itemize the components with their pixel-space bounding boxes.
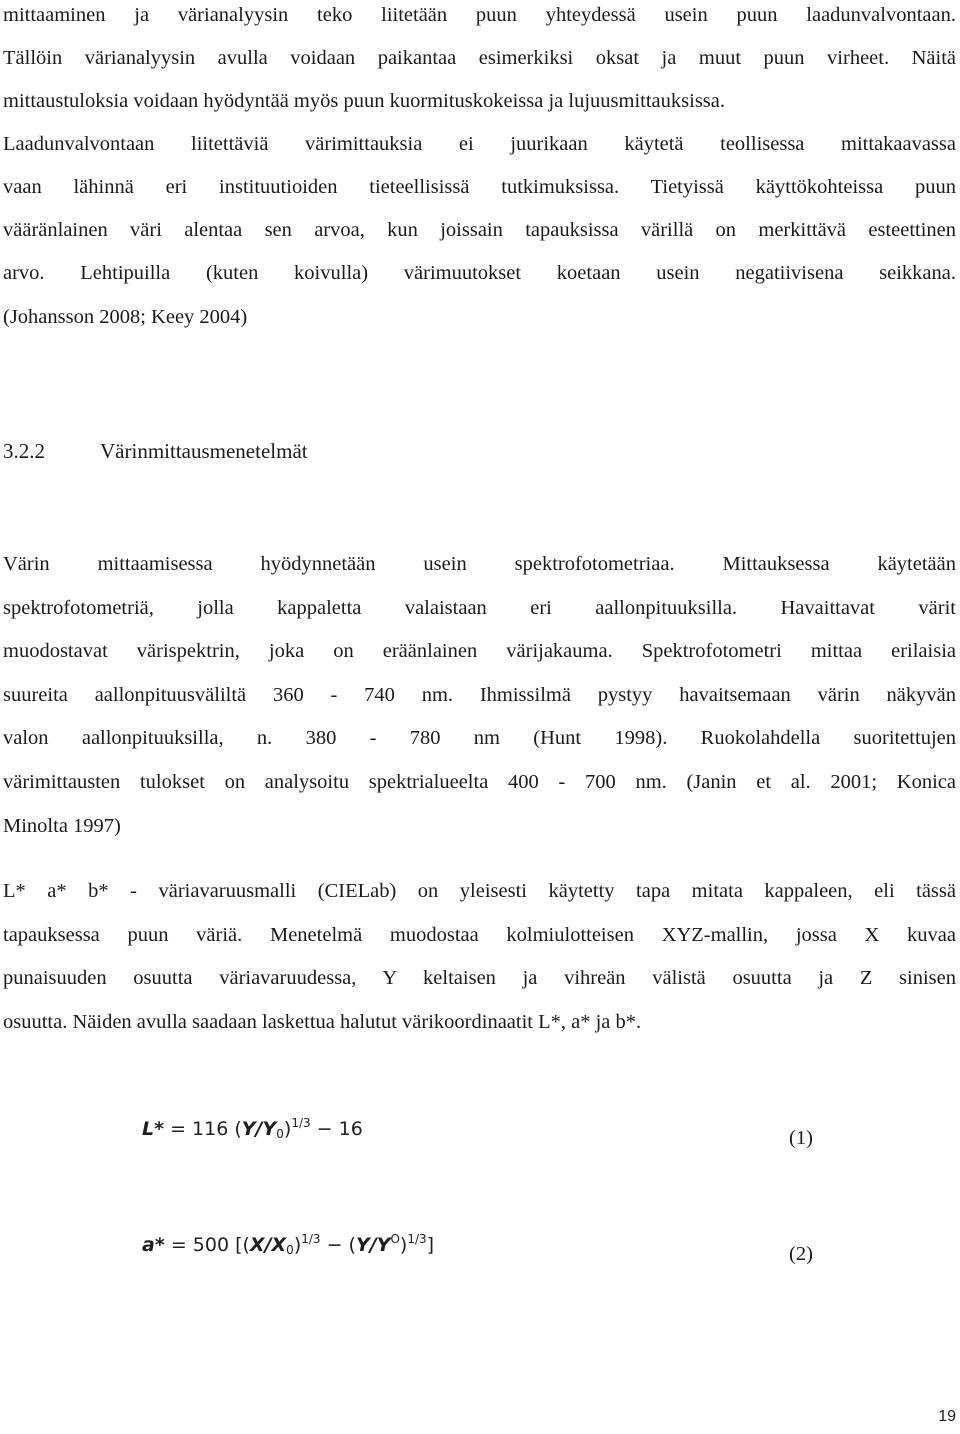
paragraph-3-line-3: punaisuuden osuutta väriavaruudessa, Y keltaisen ja vihreän välistä osuutta ja Z sinisen (3, 967, 956, 989)
paragraph-1-line-3: mittaustuloksia voidaan hyödyntää myös puun kuormituskokeissa ja lujuusmittauksissa. (3, 90, 725, 112)
equation-2-exp-a: 1/3 (301, 1232, 321, 1246)
section-number: 3.2.2 (3, 439, 45, 463)
paragraph-1-line-4: Laadunvalvontaan liitettäviä värimittauksia ei juurikaan käytetä teollisessa mittakaavassa (3, 133, 956, 155)
paragraph-2-line-7: Minolta 1997) (3, 815, 121, 837)
equation-2-var-a0: X (271, 1234, 287, 1256)
equation-2-minus: − ( (320, 1234, 356, 1256)
paragraph-2-line-1: Värin mittaamisessa hyödynnetään usein spektrofotometriaa. Mittauksessa käytetään (3, 553, 956, 575)
paragraph-1-line-1: mittaaminen ja värianalyysin teko liitetään puun yhteydessä usein puun laadunvalvontaan. (3, 4, 956, 26)
paragraph-3-line-1: L* a* b* - väriavaruusmalli (CIELab) on yleisesti käytetty tapa mitata kappaleen, eli tässä (3, 880, 956, 902)
equation-2-prefix: = 500 [( (170, 1234, 250, 1256)
paragraph-1-line-6: vääränlainen väri alentaa sen arvoa, kun joissain tapauksissa värillä on merkittävä esteettinen (3, 219, 956, 241)
equation-2-close-a: ) (293, 1234, 302, 1256)
equation-2 (142, 1224, 434, 1265)
equation-2-var-b0: Y (376, 1234, 391, 1256)
section-title: Värinmittausmenetelmät (100, 439, 308, 463)
equation-1-exp: 1/3 (291, 1116, 311, 1130)
equation-2-exp-b: 1/3 (407, 1232, 427, 1246)
equation-1-lhs: L* (142, 1118, 165, 1140)
equation-2-label: (2) (789, 1243, 813, 1265)
equation-2-close-b: ) (399, 1234, 408, 1256)
paragraph-2-line-6: värimittausten tulokset on analysoitu spektrialueelta 400 - 700 nm. (Janin et al. 2001; Konica (3, 771, 956, 793)
paragraph-1-line-7: arvo. Lehtipuilla (kuten koivulla) värimuutokset koetaan usein negatiivisena seikkana. (3, 262, 956, 284)
paragraph-2-line-4: suureita aallonpituusväliltä 360 - 740 nm. Ihmissilmä pystyy havaitsemaan värin näkyvän (3, 684, 956, 706)
equation-2-var-b: Y (355, 1234, 370, 1256)
equation-2-slash-a: / (264, 1234, 272, 1256)
equation-1-tail: − 16 (310, 1118, 363, 1140)
equation-1 (142, 1108, 363, 1149)
section-heading (3, 436, 308, 466)
paragraph-2-line-5: valon aallonpituuksilla, n. 380 - 780 nm (Hunt 1998). Ruokolahdella suoritettujen (3, 727, 956, 749)
equation-1-label: (1) (789, 1127, 813, 1149)
paragraph-1-line-8: (Johansson 2008; Keey 2004) (3, 306, 248, 328)
page-number: 19 (938, 1408, 956, 1425)
paragraph-1-line-5: vaan lähinnä eri instituutioiden tieteellisissä tutkimuksissa. Tietyissä käyttökohteissa puun (3, 176, 956, 198)
equation-1-var0: Y (262, 1118, 277, 1140)
equation-2-sub-a0: 0 (286, 1243, 294, 1257)
equation-1-slash: / (255, 1118, 263, 1140)
equation-2-lhs: a* (142, 1234, 165, 1256)
paragraph-3-line-4: osuutta. Näiden avulla saadaan laskettua halutut värikoordinaatit L*, a* ja b*. (3, 1011, 642, 1033)
equation-2-sup-b0: O (390, 1232, 400, 1246)
equation-2-var-a: X (249, 1234, 265, 1256)
paragraph-3-line-2: tapauksessa puun väriä. Menetelmä muodostaa kolmiulotteisen XYZ-mallin, jossa X kuvaa (3, 924, 956, 946)
paragraph-2-line-3: muodostavat värispektrin, joka on eräänlainen värijakauma. Spektrofotometri mittaa erilaisia (3, 640, 956, 662)
equation-2-slash-b: / (369, 1234, 377, 1256)
equation-1-var: Y (241, 1118, 256, 1140)
equation-2-end: ] (426, 1234, 435, 1256)
equation-1-prefix: = 116 ( (170, 1118, 242, 1140)
paragraph-1-line-2: Tällöin värianalyysin avulla voidaan paikantaa esimerkiksi oksat ja muut puun virheet. Näitä (3, 47, 956, 69)
equation-1-sub0: 0 (276, 1127, 284, 1141)
paragraph-2-line-2: spektrofotometriä, jolla kappaletta valaistaan eri aallonpituuksilla. Havaittavat värit (3, 597, 956, 619)
equation-1-close: ) (283, 1118, 292, 1140)
